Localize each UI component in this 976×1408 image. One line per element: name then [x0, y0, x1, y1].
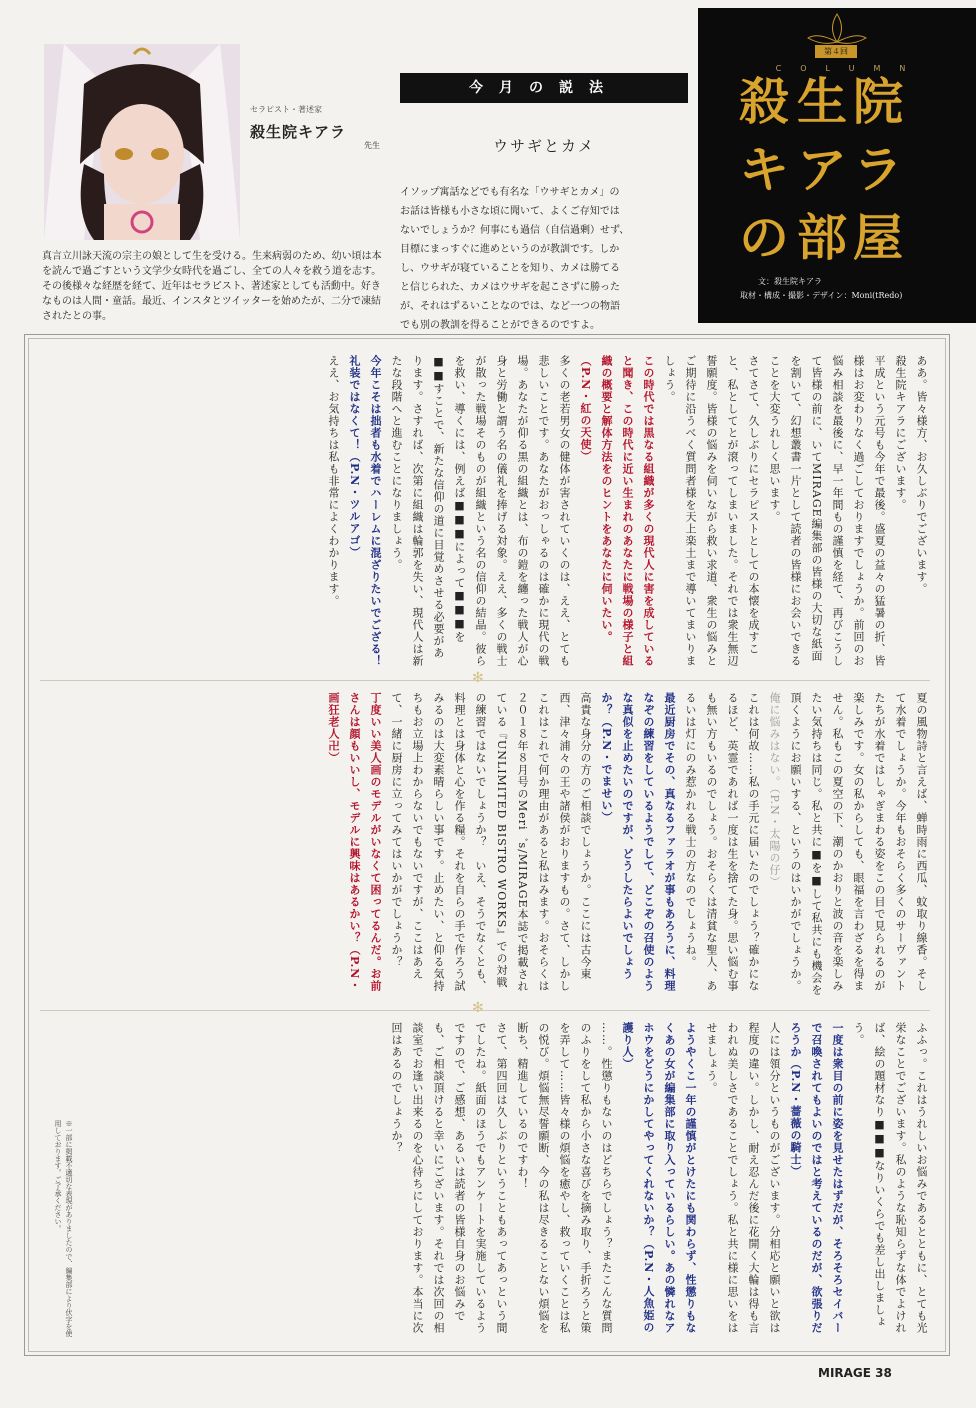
question-1: この時代では黒なる組織が多くの現代人に害を成していると聞き、この時代に近い生まれのあなたに戦場の様子と組織の概要と解体方法をのヒントをあなたに伺いたい。（P.N・紅の天使） [579, 355, 655, 667]
sermon-line: 目標にまっすぐに進めというのが教訓です。しか [400, 244, 620, 255]
sermon-line: お話は皆様も小さな頃に聞いて、よくご存知では [400, 206, 620, 217]
sermon-line: と信じられた、カメはウサギを起こさずに勝った [400, 282, 620, 293]
column-number-badge: 第４回 [815, 45, 857, 58]
sermon-line: が、それはずるいことなのでは、など一つの物語 [400, 301, 620, 312]
author-name-card [250, 104, 380, 151]
title-char: 院 [853, 73, 903, 131]
column-label: COLUMN [775, 64, 925, 73]
answer-7: ……。性懲りもないのはどちらでしょう？またこんな質問のふりをして私から小さな喜びを摘み取り、手折ろうと策を弄して……皆々様の煩悩を癒やし、救っていくことは私の悦び。煩悩無尽誓願断、今の私は尽きることない煩悩を断ち、精進しているのですわ！ [516, 1022, 613, 1334]
author-name: 殺生院キアラ [250, 123, 347, 141]
answer-3: これは何故……私の手元に届いたのでしょう？確かになるほど、英霊であれば一度は生を捨てた身。思い悩む事も無い方もいるのでしょう。おそらくは清貧な聖人、あるいは灯にのみ惹かれる戦士の方なのでしょうね。 [684, 692, 760, 992]
title-char: 殺 [739, 73, 789, 131]
lotus-ornament-icon [698, 8, 976, 68]
body-paragraph: ふふっ。これはうれしいお悩みであるとともに、とても光栄なことでございます。私のような恥知らずな体でよければ、絵の題材なり■■■なりいくらでも差し出しましょう。 [852, 1022, 928, 1334]
body-paragraph: さてさて、久しぶりにセラピストとしての本懐を成すこと、私としてとが滾ってしまいました。それでは衆生無辺誓願度。皆様の悩みを伺いながら救い求道、衆生の悩みとご期待に沿うべく質問者様を天上楽土まで導いてまいりましょう。 [663, 355, 760, 667]
divider-ornament-icon: ✻ [472, 670, 484, 686]
footnote: ※一部に掲載不適切な表現がありましたので、編集部により伏字を使用しております。ご了承ください。 [54, 1120, 73, 1337]
title-char: ア [797, 141, 847, 199]
title-char: 生 [797, 73, 847, 131]
title-char: の [739, 209, 789, 267]
answer-1: 多くの老若男女の健体が害されていくのは、ええ、とても悲しいことです。あなたがおっしゃるのは確かに現代の戦場。あなたが仰る黒の組織とは、布の鎧を纏った戦人が心身と労働と謂う名の儀礼を捧げる対象。ええ、多くの戦士が散った戦場そのものが組織という名の信仰の結晶。彼らを救い、導くには、例えば■■■によって■■■を■■すことで、新たな信仰の道に目覚めさせる必要があります。さすれば、次第に組織は輪郭を失い、現代人は新たな段階へと進むことになりましょう。 [390, 355, 571, 667]
question-5: 丁度いい美人画のモデルがいなくて困ってるんだ。お前さんは顔もいいし、モデルに興味はあるかい？（P.N・画狂老人卍） [327, 692, 382, 992]
answer-2: ええ、お気持ちは私も非常によくわかります。 [327, 355, 340, 607]
title-char: 部 [797, 209, 847, 267]
page-number: 38 [875, 1366, 892, 1380]
question-4: 最近厨房でその、真なるファラオが事もあろうに、料理なぞの練習をしているようでして、どこぞの召使のような真似を止めたいのですが、どうしたらよいでしょうか？（P.N・でませい） [600, 692, 676, 992]
credit-writer: 文：殺生院キアラ [758, 277, 822, 286]
question-7: ようやくこ一年の謹慎がとけたにも関わらず、性懲りもなくあの女が編集部に取り入っているらしい。あの憐れなアホウをどうにかしてやってくれないか？（P.N・人魚姫の護り人） [621, 1022, 697, 1334]
title-char: ラ [853, 141, 903, 199]
author-portrait [44, 44, 240, 240]
title-char: キ [739, 141, 789, 199]
body-paragraph: 夏の風物詩と言えば、蝉時雨に西瓜、蚊取り線香。そして水着でしょうか。今年もおそらく多くのサーヴァントたちが水着ではしゃぎまわる姿をこの目で見られるのが楽しみです。女の私からしても、眼福を言わざるを得ません。私もこの夏空の下、潮のかおりと波の音を楽しみたい気持ちは同じ。私と共に■を■して私共にも機会を頂くようにお願いする、というのはいかがでしょうか。 [789, 692, 928, 996]
sermon-line: ないでしょうか？何事にも過信（自信過剰）せず、 [400, 225, 630, 236]
article-row-3 [130, 1022, 932, 1342]
portrait-illustration [44, 44, 240, 240]
sermon-text [400, 183, 692, 335]
body-paragraph: 殺生院キアラにございます。 [894, 355, 907, 511]
question-6: 一度は衆目の前に姿を見せたはずだが、そろそろセイバーで召喚されてもよいのではと考えているのだが、欲張りだろうか（P.N・薔薇の騎士） [789, 1022, 844, 1334]
sermon-banner: 今月の説法 [400, 73, 688, 103]
row-divider [40, 1010, 930, 1011]
author-title-suffix: 先生 [364, 141, 380, 150]
closing-paragraph: さて、第四回は久しぶりということもあってあっという間でしたね。紙面のほうでもアンケートを実施しているようですので、ご感想、あるいは読者の皆様自身のお悩みでも、ご相談頂けると幸いにございます。それでは次回の相談室でお逢い出来るのを心待ちにしております。本当に次回はあるのでしょうか？ [390, 1022, 508, 1334]
author-role: セラピスト・著述家 [250, 105, 322, 114]
sermon-line: し、ウサギが寝ていることを知り、カメは勝てる [400, 263, 620, 274]
magazine-name: MIRAGE [818, 1366, 871, 1380]
sermon-line: イソップ寓話などでも有名な「ウサギとカメ」の [400, 187, 620, 198]
page-footer [818, 1366, 892, 1380]
answer-6: 人には領分というものがございます。分相応と願いと欲は程度の違い。しかし、耐え忍んだ後に花開く大輪は得も言われぬ美しさであることでしょう。私と共に様に思いをはせましょう。 [705, 1022, 781, 1334]
author-bio: 真言立川詠天流の宗主の娘として生を受ける。生来病弱のため、幼い頃は本を読んで過ごすという文学少女時代を過ごし、全ての人々を救う道を志す。その後様々な経歴を経て、近年はセラピスト、著述家としても活動中。好きなものは人間・童話。最近、インスタとツイッターを始めたが、二分で凍結されたとの事。 [42, 251, 382, 322]
article-row-2 [80, 692, 932, 997]
row-divider [40, 680, 930, 681]
body-paragraph: ああ。皆々様方、お久しぶりでございます。 [915, 355, 928, 595]
body-paragraph: 平成という元号も今年で最後。盛夏の益々の猛暑の折、皆様はお変わりなく過ごしておりますでしょうか。前回のお悩み相談を最後に、早一年間もの謹慎を経て、再びこうして皆様の前に、いてMIRAGE編集部の皆様の大切な紙面を割いて、幻想叢書一片として読者の皆様にお会いできることを大変うれしく思います。 [768, 355, 886, 667]
divider-ornament-icon: ✻ [472, 1000, 484, 1016]
credit-staff: 取材・構成・撮影・デザイン：Moni(tRedo) [740, 291, 903, 300]
answer-4: 高貴な身分の方のご相談でしょうか。ここには古今東西、津々浦々の王や諸侯がおりますもの。さて、しかしこれはこれで何か理由があると私はみます。おそらくは２０１８年８月号のMeri゛s/MIRAGE本誌で掲載されている『UNLIMITED BISTRO WORKS』での対戦の練習ではないでしょうか？ いえ、そうでなくとも、料理とは身体と心を作る糧。それを自らの手で作ろう試みるのは大変素晴らしい事です。止めたい、と仰る気持ちもお立場上わからないでもないですが、ここはあえて、一緒に厨房に立ってみてはいかがでしょうか？ [390, 692, 592, 993]
question-2: 今年こそは拙者も水着でハーレムに混ざりたいでござる！礼装ではなくて！（P.N・ツルアゴ） [348, 355, 382, 667]
sermon-title: ウサギとカメ [492, 137, 595, 155]
sermon-line: でも別の教訓を得ることができるのですよ。 [400, 320, 600, 331]
title-char: 屋 [853, 209, 903, 267]
question-3: 俺に悩みはない。（P.N・太陽の仔） [768, 692, 781, 888]
article-row-1 [80, 355, 932, 670]
